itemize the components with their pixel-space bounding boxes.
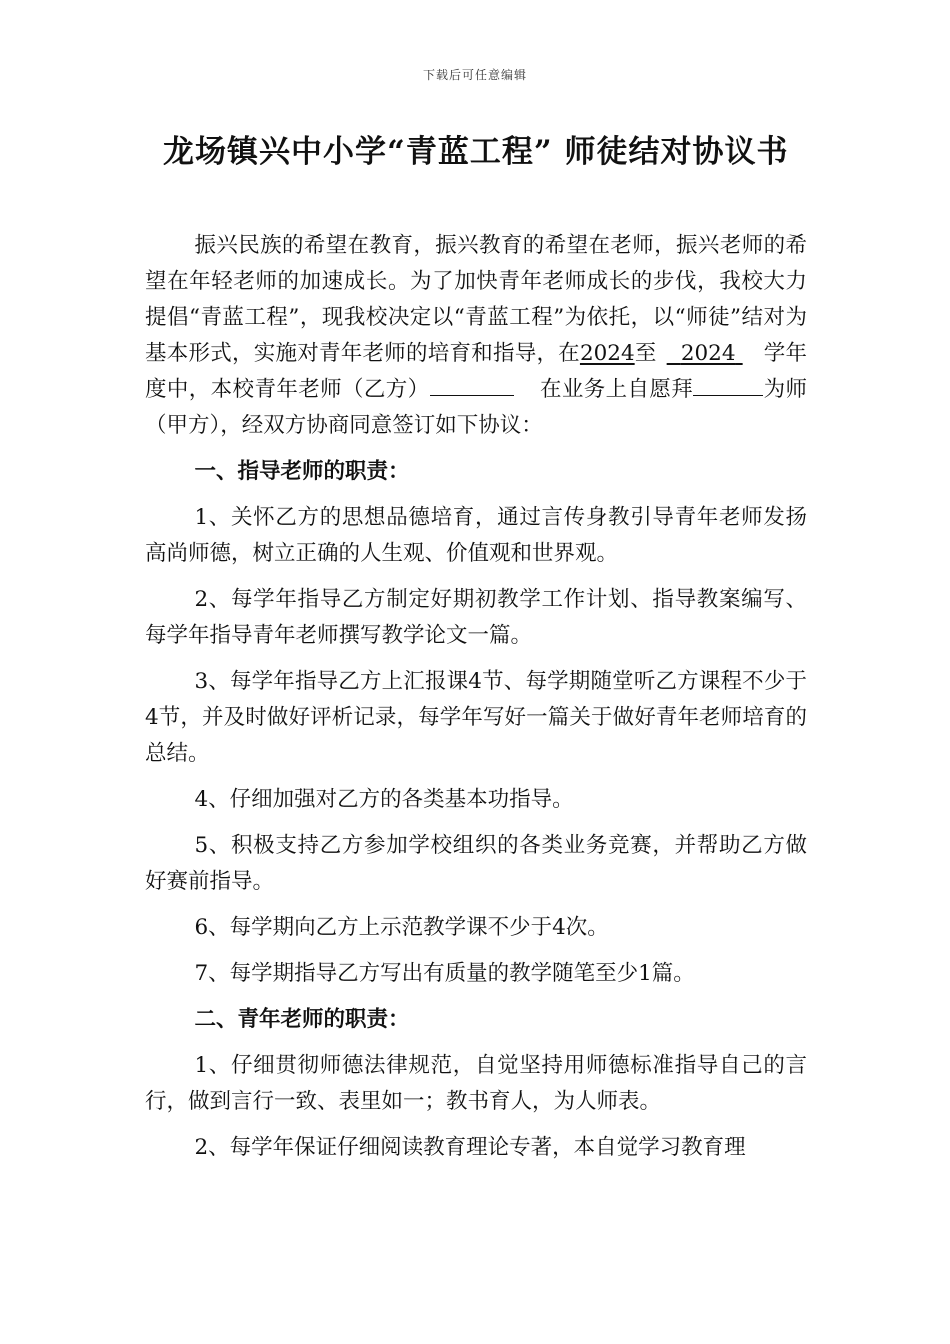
section1-item: 5、积极支持乙方参加学校组织的各类业务竞赛，并帮助乙方做好赛前指导。 — [145, 833, 807, 894]
intro-text-3: 在业务上自愿拜 — [539, 377, 694, 402]
mentor-name-blank — [693, 373, 763, 396]
section2-heading: 二、青年老师的职责： — [194, 1007, 410, 1032]
section1-item: 2、每学年指导乙方制定好期初教学工作计划、指导教案编写、每学年指导青年老师撰写教学论文一篇。 — [145, 587, 807, 648]
section1-heading: 一、指导老师的职责： — [194, 459, 410, 484]
section1-item: 7、每学期指导乙方写出有质量的教学随笔至少1篇。 — [194, 961, 695, 986]
section2-item: 2、每学年保证仔细阅读教育理论专著，本自觉学习教育理 — [194, 1135, 746, 1160]
header-note: 下载后可任意编辑 — [422, 68, 527, 82]
section1-item: 4、仔细加强对乙方的各类基本功指导。 — [194, 787, 574, 812]
year-end-value: 2024 — [680, 341, 736, 366]
intro-paragraph — [145, 228, 807, 444]
year-start-field: 2024 — [579, 341, 635, 366]
section1-item: 3、每学年指导乙方上汇报课4节、每学期随堂听乙方课程不少于4节，并及时做好评析记录，每学年写好一篇关于做好青年老师培育的总结。 — [145, 669, 807, 766]
year-end-field — [657, 341, 757, 366]
section2-item: 1、仔细贯彻师德法律规范，自觉坚持用师德标准指导自己的言行，做到言行一致、表里如一；教书育人，为人师表。 — [145, 1053, 807, 1114]
intro-text-2: 学年度中，本校青年老师（乙方） — [145, 341, 807, 402]
intro-between: 至 — [634, 341, 657, 366]
intro-text-4: 为师（甲方），经双方协商同意签订如下协议： — [145, 377, 807, 438]
intro-text-1: 振兴民族的希望在教育，振兴教育的希望在老师，振兴老师的希望在年轻老师的加速成长。为了加快青年老师成长的步伐，我校大力提倡“青蓝工程”，现我校决定以“青蓝工程”为依托，以“师徒”结对为基本形式，实施对青年老师的培育和指导，在 — [145, 233, 807, 366]
section1-item: 1、关怀乙方的思想品德培育，通过言传身教引导青年老师发扬高尚师德，树立正确的人生观、价值观和世界观。 — [145, 505, 807, 566]
document-body — [145, 228, 807, 1166]
apprentice-name-blank — [430, 373, 514, 396]
document-title: 龙场镇兴中小学“青蓝工程” 师徒结对协议书 — [163, 134, 789, 170]
section1-item: 6、每学期向乙方上示范教学课不少于4次。 — [194, 915, 609, 940]
